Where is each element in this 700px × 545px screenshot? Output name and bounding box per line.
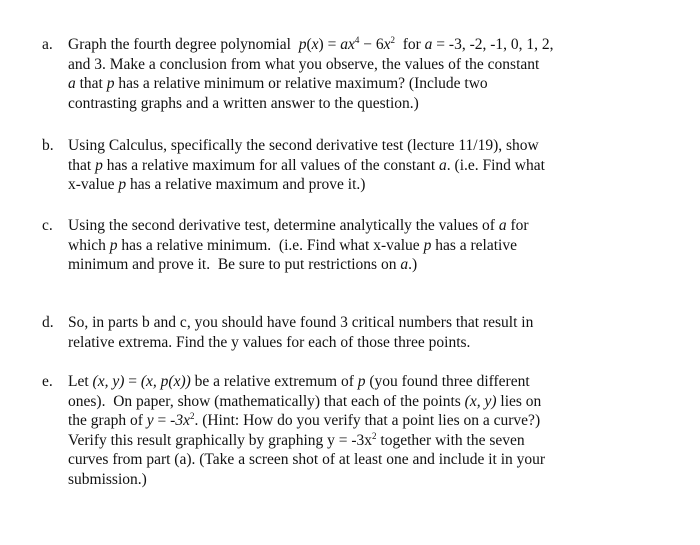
question-c-body — [68, 216, 678, 275]
question-c-line-2: which p has a relative minimum. (i.e. Find what x-value p has a relative — [68, 236, 517, 254]
question-e-line-3: the graph of $y = -3x^2$. (Hint: How do you verify that a point lies on a curve?) — [68, 411, 541, 430]
question-a-line-3: a that p has a relative minimum or relative maximum? (Include two — [68, 75, 488, 93]
question-e-line-2: ones). On paper, show (mathematically) that each of the points (x, y) lies on — [68, 392, 542, 410]
question-d-line-2: relative extrema. Find the y values for each of those three points. — [68, 333, 471, 351]
question-e-line-4: Verify this result graphically by graphing $y = -3x^2$ together with the seven — [68, 430, 525, 449]
question-a-line-4: contrasting graphs and a written answer to the question.) — [68, 94, 419, 112]
question-d-body — [68, 313, 678, 352]
question-c-line-3: minimum and prove it. Be sure to put restrictions on a.) — [68, 256, 418, 274]
question-d-letter: d. — [42, 314, 54, 331]
question-a-line-1: Graph the fourth degree polynomial $p(x) = ax^4 - 6x^2$ for a = -3, -2, -1, 0, 1, 2, — [68, 35, 554, 53]
question-e-line-6: submission.) — [68, 470, 147, 488]
question-e-body — [68, 372, 678, 490]
question-b-line-1: Using Calculus, specifically the second derivative test (lecture 11/19), show — [68, 137, 539, 154]
question-e-letter: e. — [42, 373, 53, 390]
question-e-line-1: Let (x, y) = (x, p(x)) be a relative extremum of p (you found three different — [68, 373, 530, 390]
question-b-body — [68, 136, 678, 195]
question-a-line-2: and 3. Make a conclusion from what you observe, the values of the constant — [68, 55, 540, 73]
question-e-line-5: curves from part (a). (Take a screen shot of at least one and include it in your — [68, 451, 546, 469]
question-a-letter: a. — [42, 36, 53, 53]
question-b-letter: b. — [42, 137, 54, 154]
question-c-letter: c. — [42, 217, 53, 234]
question-b-line-2: that p has a relative maximum for all values of the constant a. (i.e. Find what — [68, 156, 545, 174]
question-d-line-1: So, in parts b and c, you should have found 3 critical numbers that result in — [68, 314, 534, 331]
question-c-line-1: Using the second derivative test, determine analytically the values of a for — [68, 217, 529, 234]
question-a-body — [68, 35, 678, 113]
question-b-line-3: x-value p has a relative maximum and prove it.) — [68, 176, 366, 194]
